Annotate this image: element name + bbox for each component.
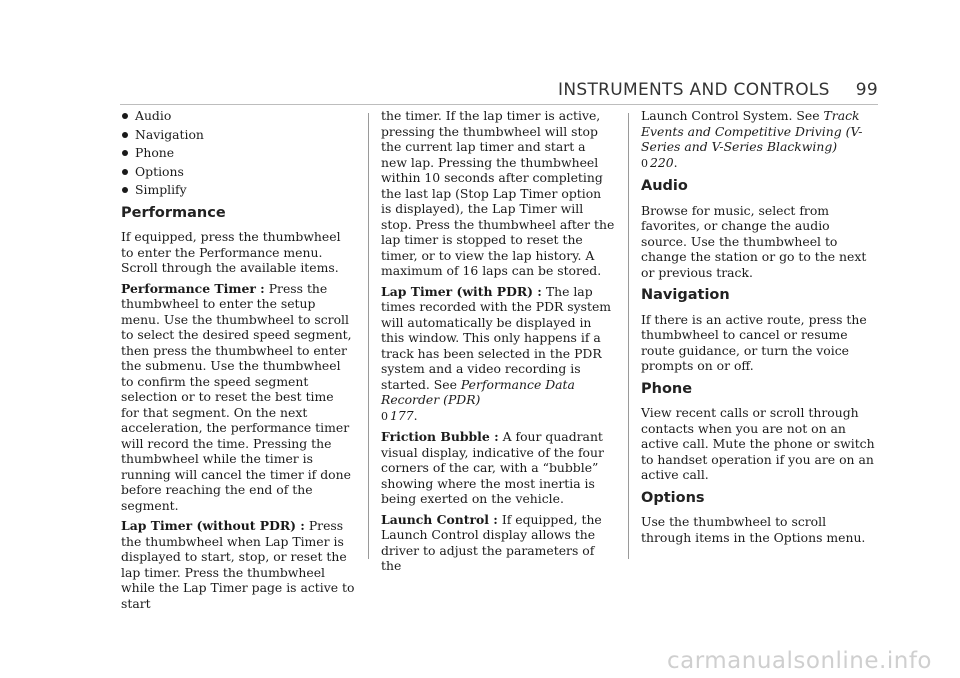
term-label: Performance Timer : <box>121 280 265 296</box>
page-ref-icon: 0 <box>641 156 648 170</box>
page-header <box>558 80 878 100</box>
options-heading: Options <box>641 489 705 506</box>
bullet-icon <box>122 187 128 193</box>
bullet-icon <box>122 169 128 175</box>
friction-bubble-paragraph: Friction Bubble : A four quadrant visual display, indicative of the four corners of the car, with a “bubble” showing where the most inertia is being exerted on the vehicle. <box>381 429 604 506</box>
menu-bullet-list <box>121 108 355 198</box>
lap-timer-continued: the timer. If the lap timer is active, pressing the thumbwheel will stop the current lap timer and start a new lap. Pressing the thumbwheel within 10 seconds after completing the last lap (Stop Lap Timer option is displayed), the Lap Timer will stop. Press the thumbwheel after the lap timer is stopped to reset the timer, or to view the lap history. A maximum of 16 laps can be stored. <box>381 108 615 278</box>
navigation-heading: Navigation <box>641 287 730 303</box>
column-divider <box>368 113 369 559</box>
column-2 <box>381 108 615 579</box>
launch-control-continued: Launch Control System. See Track Events and Competitive Driving (V-Series and V-Series Blackwing) 0 220. <box>641 108 863 170</box>
launch-control-paragraph: Launch Control : If equipped, the Launch Control display allows the driver to adjust the parameters of the <box>381 511 602 573</box>
list-item: Navigation <box>121 127 355 143</box>
phone-heading: Phone <box>641 380 693 397</box>
lap-timer-paragraph: Lap Timer (without PDR) : Press the thumbwheel when Lap Timer is displayed to start, stop, or reset the lap timer. Press the thumbwheel while the Lap Timer page is active to start <box>121 518 355 611</box>
navigation-paragraph: If there is an active route, press the thumbwheel to cancel or resume route guidance, or turn the voice prompts on or off. <box>641 311 867 373</box>
watermark: carmanualsonline.info <box>666 648 932 674</box>
options-paragraph: Use the thumbwheel to scroll through items in the Options menu. <box>641 514 866 545</box>
phone-paragraph: View recent calls or scroll through contacts when you are not on an active call. Mute the phone or switch to handset operation if you are on an active call. <box>641 405 875 482</box>
performance-timer-paragraph: Performance Timer : Press the thumbwheel to enter the setup menu. Use the thumbwheel to scroll to select the desired speed segment, then press the thumbwheel to enter the submenu. Use the thumbwheel to confirm the speed segment selection or to reset the best time for that segment. On the next acceleration, the performance timer will record the time. Pressing the thumbwheel while the timer is running will cancel the timer if done before reaching the end of the segment. <box>121 280 352 513</box>
bullet-icon <box>122 150 128 156</box>
bullet-icon <box>122 113 128 119</box>
term-label: Launch Control : <box>381 511 498 527</box>
list-item: Audio <box>121 108 355 124</box>
term-label: Friction Bubble : <box>381 429 499 444</box>
term-label: Lap Timer (with PDR) : <box>381 283 542 299</box>
list-item: Options <box>121 164 355 180</box>
performance-intro: If equipped, press the thumbwheel to enter the Performance menu. Scroll through the available items. <box>121 229 341 275</box>
page-number: 99 <box>855 80 878 100</box>
term-label: Lap Timer (without PDR) : <box>121 518 305 533</box>
page-ref[interactable]: 220 <box>650 154 674 170</box>
column-1 <box>121 108 355 616</box>
cross-reference-link[interactable]: Performance Data Recorder (PDR) <box>381 376 575 407</box>
list-item: Phone <box>121 145 355 161</box>
column-3 <box>641 108 875 550</box>
column-divider <box>628 113 629 559</box>
section-title: INSTRUMENTS AND CONTROLS <box>558 80 830 100</box>
page-ref-icon: 0 <box>381 409 388 423</box>
header-rule <box>120 104 878 105</box>
page-ref[interactable]: 177 <box>390 407 414 423</box>
bullet-icon <box>122 132 128 138</box>
performance-heading: Performance <box>121 204 226 221</box>
list-item: Simplify <box>121 182 355 198</box>
audio-paragraph: Browse for music, select from favorites, or change the audio source. Use the thumbwheel to change the station or go to the next or previous track. <box>641 202 867 280</box>
lap-timer-pdr-paragraph: Lap Timer (with PDR) : The lap times recorded with the PDR system will automatically be displayed in this window. This only happens if a track has been selected in the PDR system and a video recording is started. See Performance Data Recorder (PDR) 0 177. <box>381 283 612 423</box>
audio-heading: Audio <box>641 178 688 194</box>
cross-reference-link[interactable]: Track Events and Competitive Driving (V-Series and V-Series Blackwing) <box>641 108 863 154</box>
